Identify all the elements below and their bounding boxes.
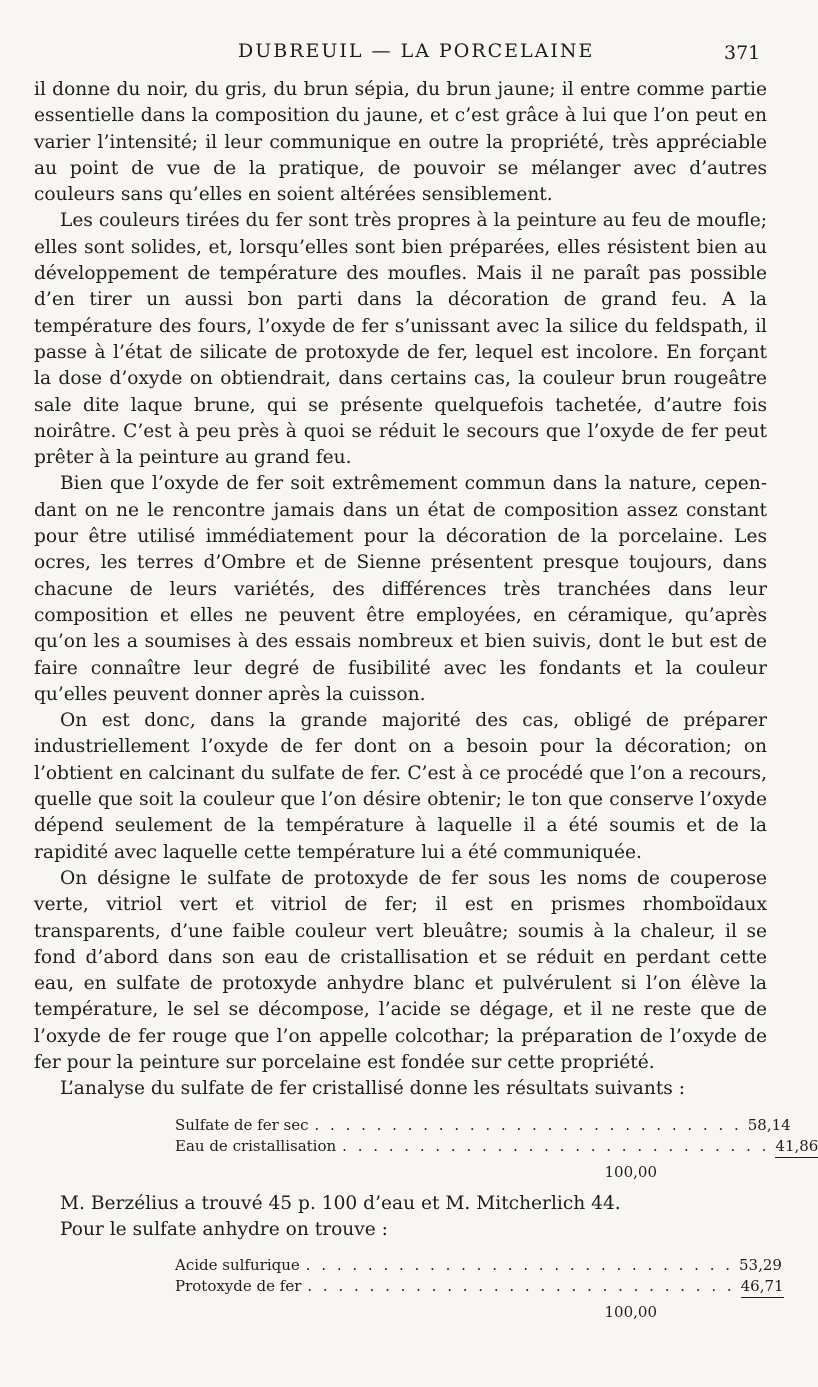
table-value: 46,71 — [741, 1276, 784, 1298]
paragraph: Pour le sulfate anhydre on trouve : — [60, 1218, 388, 1240]
page-number: 371 — [724, 42, 761, 64]
table-row — [175, 1255, 782, 1276]
leader-dots: . . . . . . . . . . . . . . . . . . . . . . . . . . . . — [314, 1115, 742, 1134]
table-total — [175, 1298, 657, 1323]
running-title: DUBREUIL — LA PORCELAINE — [238, 40, 595, 62]
leader-dots: . . . . . . . . . . . . . . . . . . . . . . . . . . . . — [305, 1256, 734, 1275]
table-value: 41,86 — [775, 1136, 818, 1158]
leader-dots: . . . . . . . . . . . . . . . . . . . . . . . . . . . . — [307, 1277, 735, 1296]
table-label: Protoxyde de fer — [175, 1277, 302, 1296]
leader-dots: . . . . . . . . . . . . . . . . . . . . . . . . . . . . — [342, 1136, 770, 1155]
paragraph: On est donc, dans la grande majorité des cas, obligé de préparer industriellement l’oxyde de fer dont on a besoin pour la décoration; on l’obtient en calcinant du sulfate de fer. C’est à ce procédé que l’on a recours, quelle que soit la couleur que l’on désire obtenir; le ton que conserve l’oxyde dépend seulement de la température à laquelle il a été soumis et de la rapidité avec laquelle cette température lui a été communiquée. — [34, 710, 767, 863]
table-value: 53,29 — [739, 1256, 782, 1275]
table-row — [175, 1115, 791, 1136]
page-header — [0, 36, 800, 76]
paragraph: Bien que l’oxyde de fer soit extrêmement commun dans la nature, cependant on ne le rencontre jamais dans un état de composition assez constant pour être utilisé immédiatement pour la décoration de la porcelaine. Les ocres, les terres d’Ombre et de Sienne présentent presque toujours, dans chacune de leurs variétés, des différences très tranchées dans leur composition et elles ne peuvent être employées, en céramique, qu’après qu’on les a soumises à des essais nombreux et bien suivis, dont le but est de faire connaître leur degré de fusibilité avec les fondants et la couleur qu’elles peuvent donner après la cuisson. — [34, 473, 767, 705]
body-text — [34, 77, 818, 1331]
paragraph: il donne du noir, du gris, du brun sépia, du brun jaune; il entre comme partie essentielle dans la composition du jaune, et c’est grâce à lui que l’on peut en varier l’intensité; il leur communique en outre la propriété, très appréciable au point de vue de la pratique, de pouvoir se mélanger avec d’autres couleurs sans qu’elles en soient altérées sensiblement. — [34, 79, 767, 206]
table-total — [175, 1158, 657, 1183]
table-label: Acide sulfurique — [175, 1256, 300, 1275]
composition-table-anhydrous — [175, 1255, 784, 1323]
paragraph: M. Berzélius a trouvé 45 p. 100 d’eau et M. Mitcherlich 44. — [60, 1192, 621, 1214]
table-total-value: 100,00 — [604, 1162, 657, 1181]
paragraph: Les couleurs tirées du fer sont très propres à la peinture au feu de moufle; elles sont solides, et, lorsqu’elles sont bien préparées, elles résistent bien au développement de température des moufles. Mais il ne paraît pas possible d’en tirer un aussi bon parti dans la décoration de grand feu. A la température des fours, l’oxyde de fer s’unissant avec la silice du feldspath, il passe à l’état de silicate de protoxyde de fer, lequel est incolore. En forçant la dose d’oxyde on obtiendrait, dans certains cas, la couleur brun rougeâtre sale dite laque brune, qui se présente quelquefois tachetée, d’autre fois noirâtre. C’est à peu près à quoi se réduit le secours que l’oxyde de fer peut prêter à la peinture au grand feu. — [34, 210, 767, 469]
table-value: 58,14 — [747, 1115, 791, 1134]
table-label: Eau de cristallisation — [175, 1136, 337, 1155]
paragraph: On désigne le sulfate de protoxyde de fer sous les noms de couperose verte, vitriol vert et vitriol de fer; il est en prismes rhomboïdaux transparents, d’une faible couleur vert bleuâtre; soumis à la chaleur, il se fond d’abord dans son eau de cristallisation et se réduit en perdant cette eau, en sulfate de protoxyde anhydre blanc et pulvérulent si l’on élève la température, le sel se décompose, l’acide se dégage, et il ne reste que de l’oxyde de fer rouge que l’on appelle colcothar; la préparation de l’oxyde de fer pour la peinture sur porcelaine est fondée sur cette propriété. — [34, 867, 767, 1073]
table-label: Sulfate de fer sec — [175, 1115, 309, 1134]
table-row — [175, 1276, 784, 1298]
paragraph: L’analyse du sulfate de fer cristallisé donne les résultats suivants : — [60, 1078, 686, 1100]
table-total-value: 100,00 — [604, 1303, 657, 1322]
table-row — [175, 1136, 818, 1158]
composition-table-hydrated — [175, 1115, 818, 1183]
